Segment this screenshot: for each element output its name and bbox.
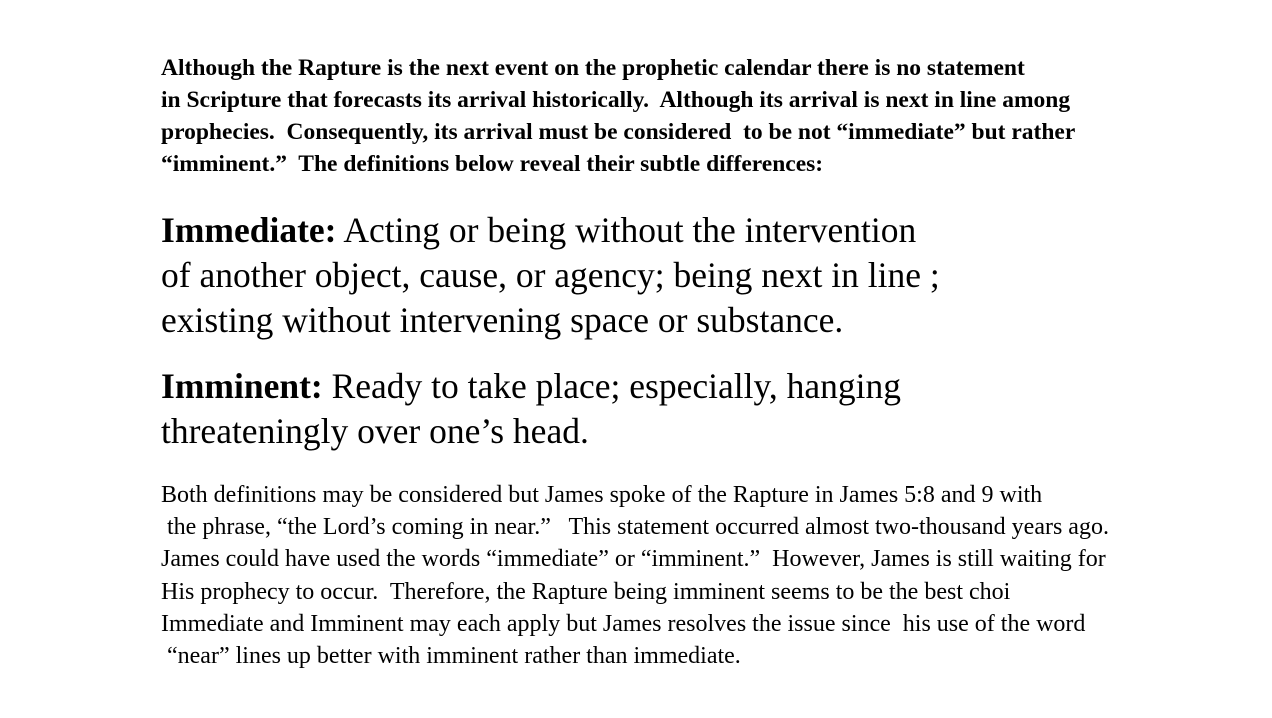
immediate-definition-line: of another object, cause, or agency; being next in line ; [161,255,940,295]
conclusion-line: “near” lines up better with imminent rather than immediate. [161,643,741,670]
immediate-definition-line [161,208,940,253]
imminent-definition [161,364,901,454]
conclusion-paragraph [161,479,1109,672]
conclusion-line: James could have used the words “immediate” or “imminent.” However, James is still waiting for [161,546,1106,573]
conclusion-line: His prophecy to occur. Therefore, the Rapture being imminent seems to be the best choi [161,578,1011,605]
conclusion-line: the phrase, “the Lord’s coming in near.” This statement occurred almost two-thousand years ago. [161,514,1109,541]
immediate-definition-text: Acting or being without the intervention [336,210,917,250]
immediate-definition [161,208,940,343]
intro-line: “imminent.” The definitions below reveal their subtle differences: [161,151,824,177]
imminent-definition-line: threateningly over one’s head. [161,411,589,451]
intro-line: Although the Rapture is the next event on the prophetic calendar there is no statement [161,55,1025,81]
conclusion-line: Immediate and Imminent may each apply but James resolves the issue since his use of the word [161,610,1086,637]
intro-line: prophecies. Consequently, its arrival must be considered to be not “immediate” but rather [161,119,1076,145]
imminent-definition-line [161,364,901,409]
immediate-term: Immediate: [161,210,337,250]
conclusion-line: Both definitions may be considered but James spoke of the Rapture in James 5:8 and 9 with [161,482,1043,508]
intro-paragraph [161,52,1075,180]
intro-line: in Scripture that forecasts its arrival historically. Although its arrival is next in line among [161,87,1071,113]
imminent-term: Imminent: [161,366,323,406]
immediate-definition-line: existing without intervening space or substance. [161,300,844,340]
imminent-definition-text: Ready to take place; especially, hanging [322,366,902,406]
